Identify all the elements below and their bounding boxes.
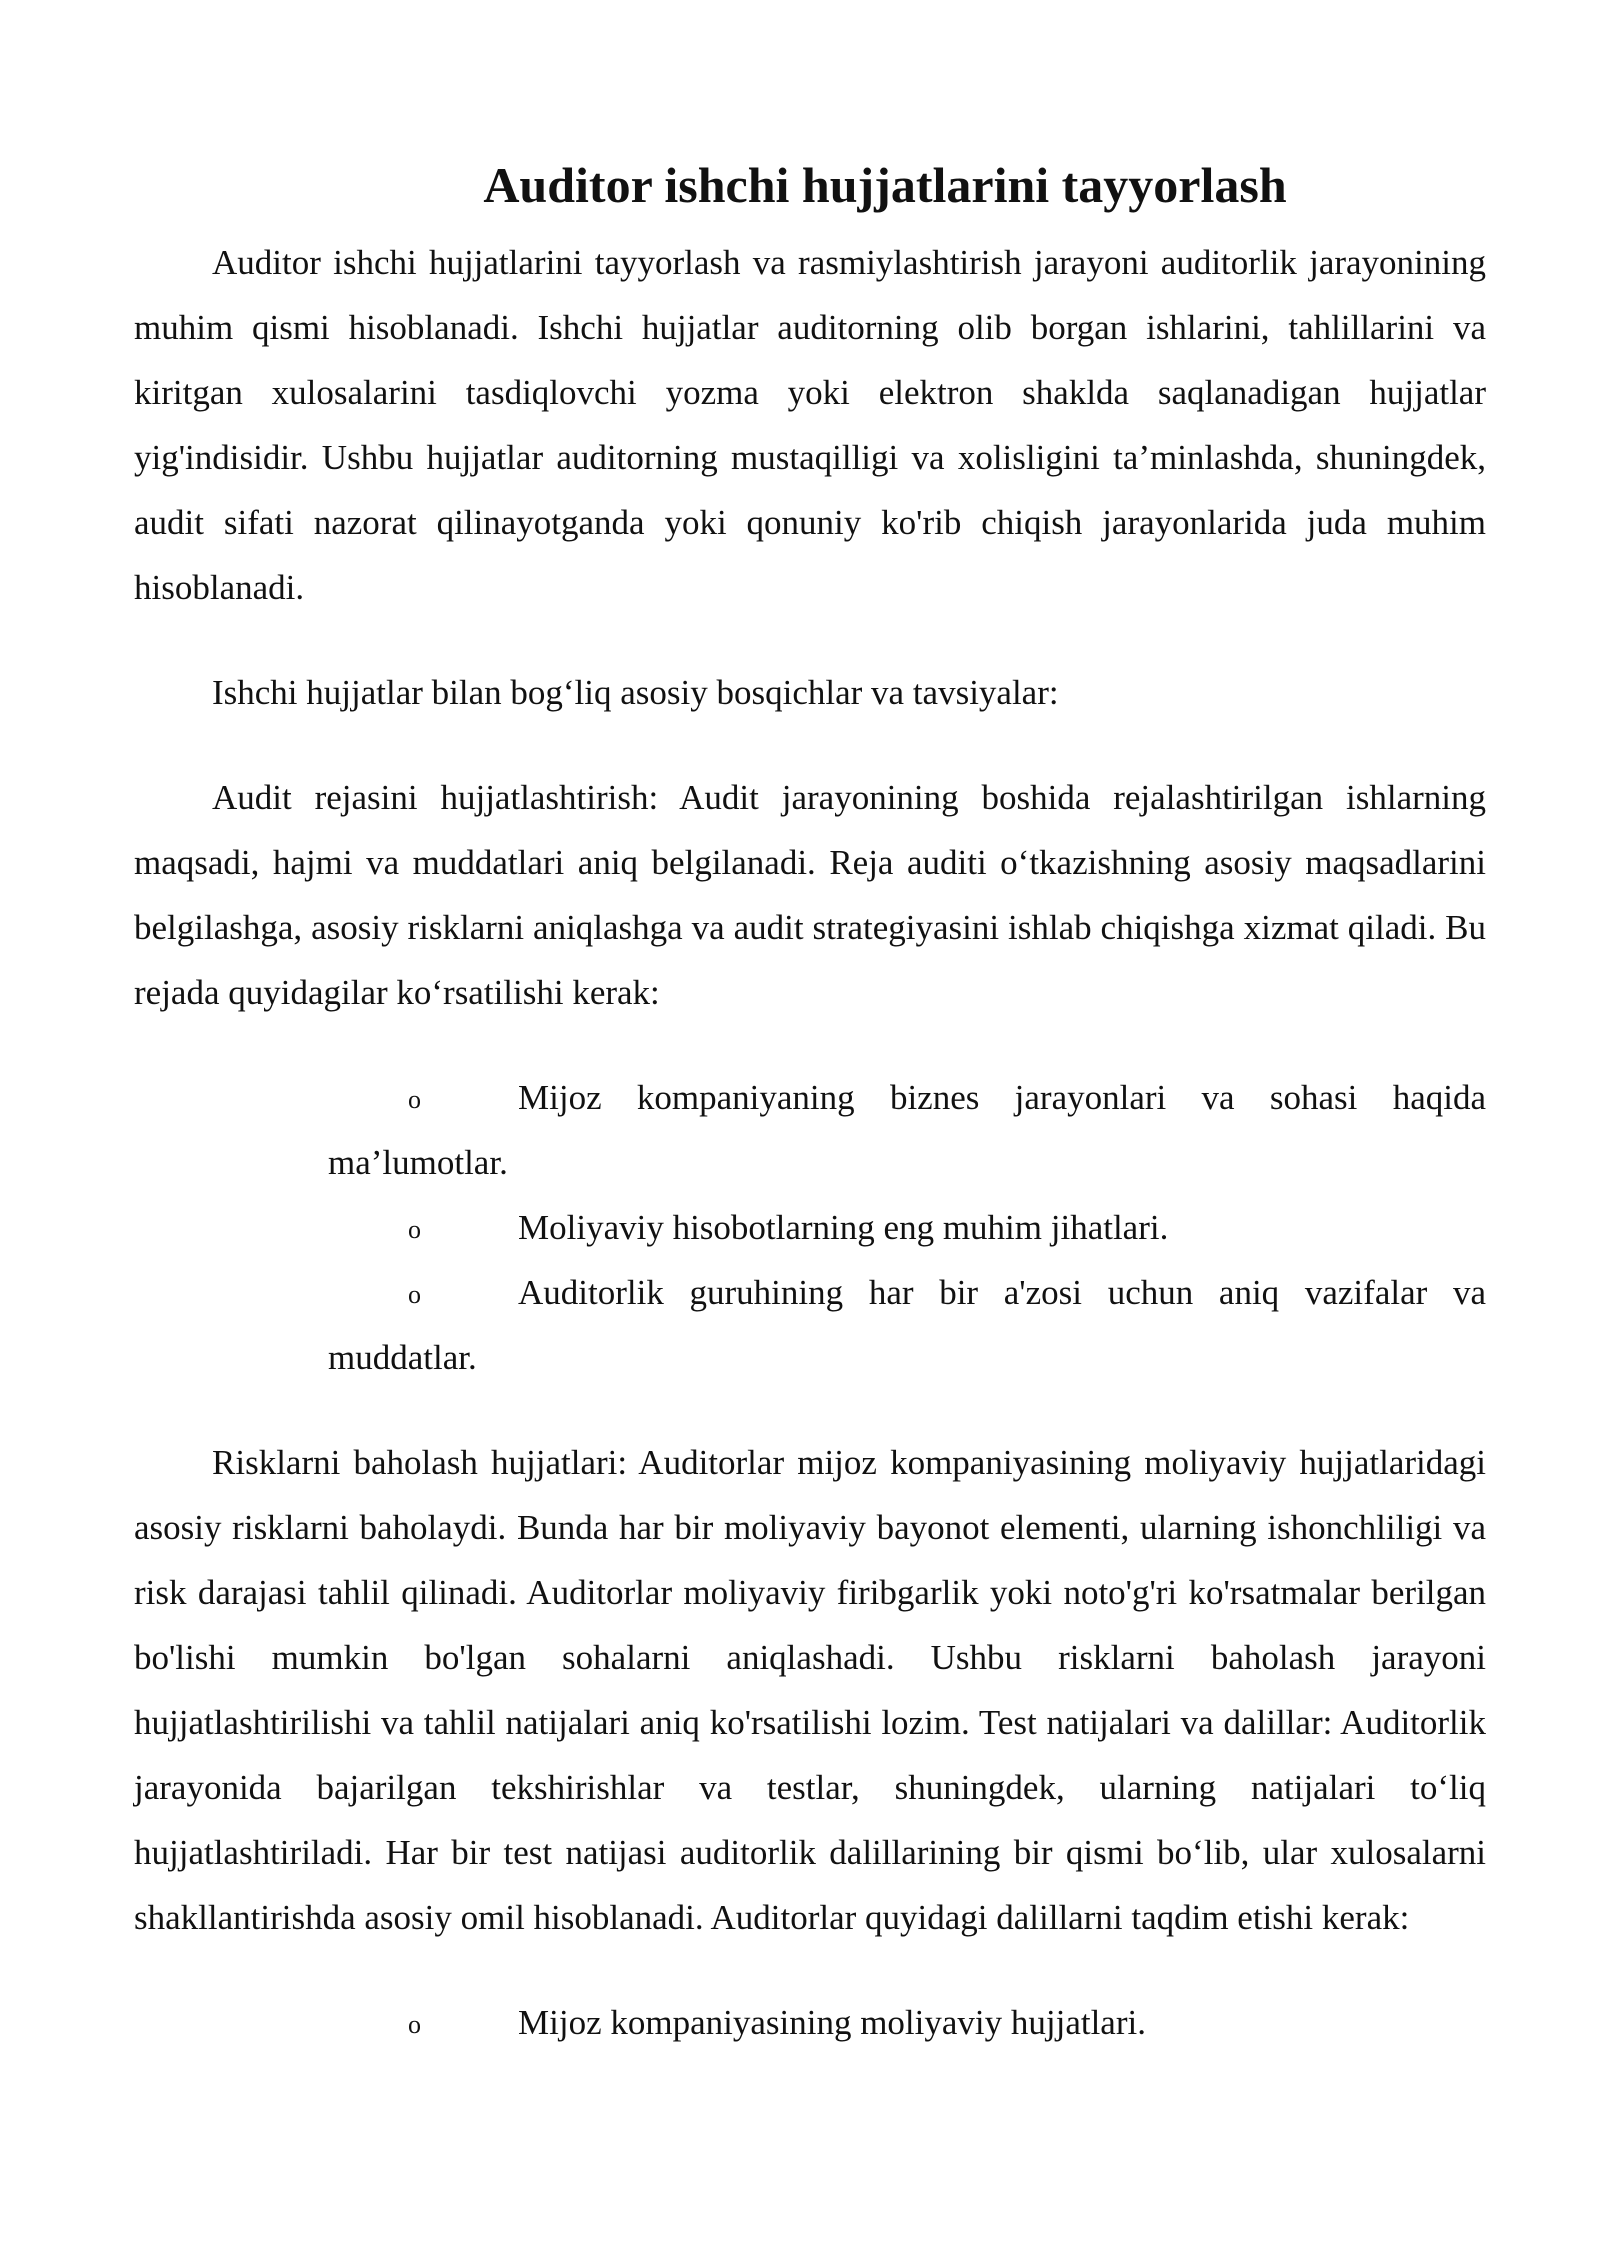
- spacer: [134, 1390, 1486, 1430]
- bullet-marker: o: [408, 1280, 421, 1309]
- document-title: Auditor ishchi hujjatlarini tayyorlash: [483, 157, 1287, 213]
- spacer: [134, 1025, 1486, 1065]
- bullet-marker: o: [408, 2010, 421, 2039]
- list-item-text: Auditorlik guruhining har bir a'zosi uchun aniq vazifalar va muddatlar.: [328, 1273, 1486, 1377]
- list-item: [328, 1260, 1486, 1390]
- list-item-text: Mijoz kompaniyaning biznes jarayonlari va sohasi haqida ma’lumotlar.: [328, 1078, 1486, 1182]
- list-item-text: Moliyaviy hisobotlarning eng muhim jihatlari.: [518, 1208, 1169, 1247]
- document-content: [134, 150, 1486, 2055]
- paragraph-intro: Auditor ishchi hujjatlarini tayyorlash va rasmiylashtirish jarayoni auditorlik jarayonining muhim qismi hisoblanadi. Ishchi hujjatlar auditorning olib borgan ishlarini, tahlillarini va kiritgan xulosalarini tasdiqlovchi yozma yoki elektron shaklda saqlanadigan hujjatlar yig'indisidir. Ushbu hujjatlar auditorning mustaqilligi va xolisligini ta’minlashda, shuningdek, audit sifati nazorat qilinayotganda yoki qonuniy ko'rib chiqish jarayonlarida juda muhim hisoblanadi.: [134, 243, 1486, 607]
- paragraph-audit-plan: Audit rejasini hujjatlashtirish: Audit jarayonining boshida rejalashtirilgan ishlarning maqsadi, hajmi va muddatlari aniq belgilanadi. Reja auditi o‘tkazishning asosiy maqsadlarini belgilashga, asosiy risklarni aniqlashga va audit strategiyasini ishlab chiqishga xizmat qiladi. Bu rejada quyidagilar ko‘rsatilishi kerak:: [134, 778, 1486, 1012]
- spacer: [134, 220, 1486, 230]
- spacer: [134, 620, 1486, 660]
- bullet-marker: o: [408, 1215, 421, 1244]
- spacer: [134, 725, 1486, 765]
- list-item: [328, 1065, 1486, 1195]
- list-item-text: Mijoz kompaniyasining moliyaviy hujjatlari.: [518, 2003, 1146, 2042]
- list-item: [328, 1990, 1486, 2055]
- evidence-items-list: [134, 1990, 1486, 2055]
- bullet-marker: o: [408, 1085, 421, 1114]
- plan-items-list: [134, 1065, 1486, 1390]
- paragraph-steps-heading: Ishchi hujjatlar bilan bog‘liq asosiy bosqichlar va tavsiyalar:: [212, 673, 1059, 712]
- paragraph-risk-assessment: Risklarni baholash hujjatlari: Auditorlar mijoz kompaniyasining moliyaviy hujjatlaridagi asosiy risklarni baholaydi. Bunda har bir moliyaviy bayonot elementi, ularning ishonchliligi va risk darajasi tahlil qilinadi. Auditorlar moliyaviy firibgarlik yoki noto'g'ri ko'rsatmalar berilgan bo'lishi mumkin bo'lgan sohalarni aniqlashadi. Ushbu risklarni baholash jarayoni hujjatlashtirilishi va tahlil natijalari aniq ko'rsatilishi lozim. Test natijalari va dalillar: Auditorlik jarayonida bajarilgan tekshirishlar va testlar, shuningdek, ularning natijalari to‘liq hujjatlashtiriladi. Har bir test natijasi auditorlik dalillarining bir qismi bo‘lib, ular xulosalarni shakllantirishda asosiy omil hisoblanadi. Auditorlar quyidagi dalillarni taqdim etishi kerak:: [134, 1443, 1486, 1937]
- spacer: [134, 1950, 1486, 1990]
- list-item: [328, 1195, 1486, 1260]
